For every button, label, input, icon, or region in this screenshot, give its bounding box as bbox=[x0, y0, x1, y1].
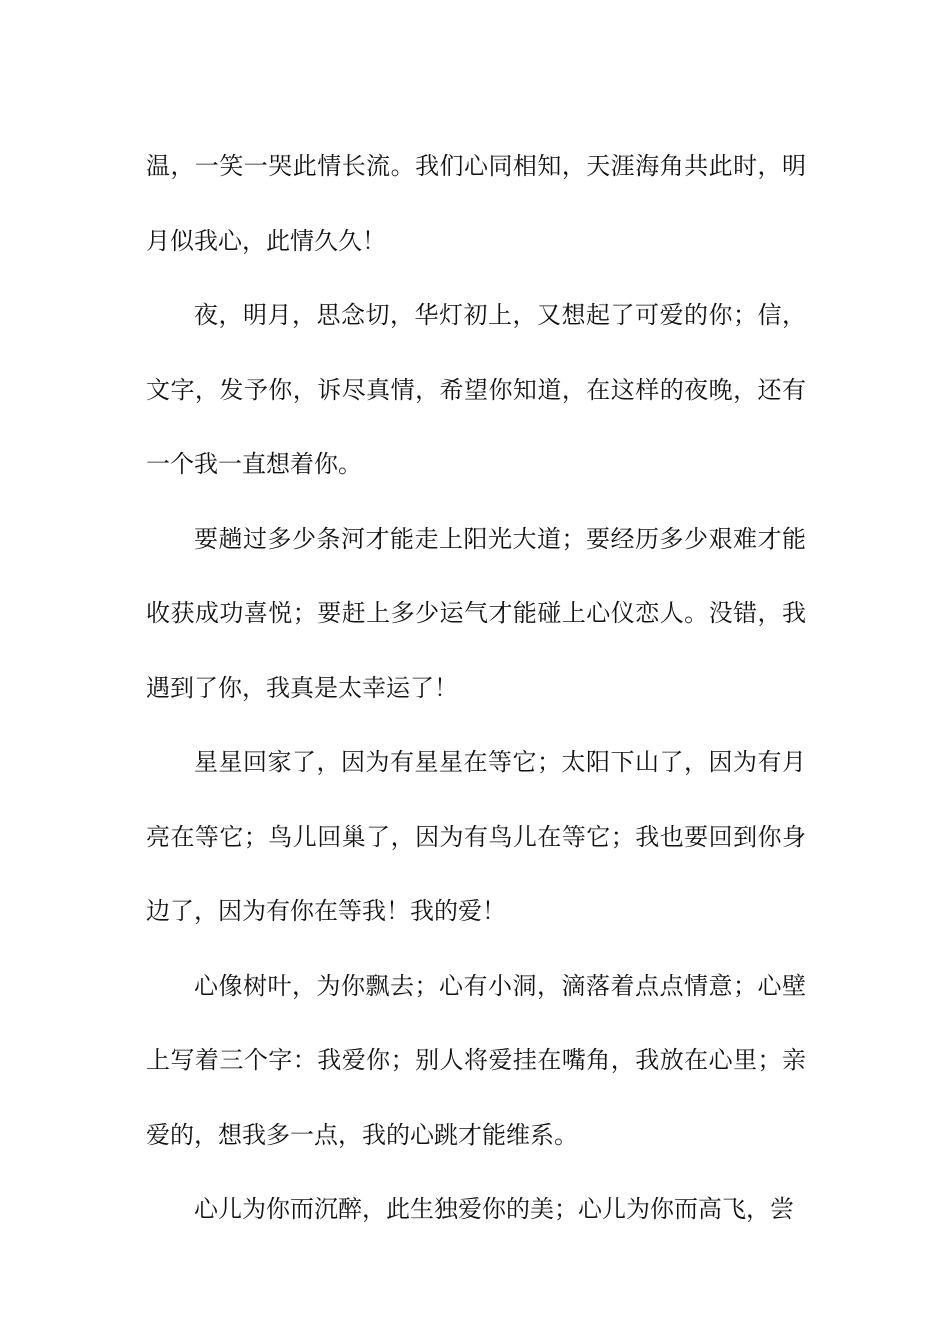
paragraph-1: 温，一笑一哭此情长流。我们心同相知，天涯海角共此时，明月似我心，此情久久！ bbox=[146, 152, 806, 255]
paragraph-6: 心儿为你而沉醉，此生独爱你的美；心儿为你而高飞，尝 bbox=[194, 1195, 794, 1223]
paragraph-4: 星星回家了，因为有星星在等它；太阳下山了，因为有月亮在等它；鸟儿回巢了，因为有鸟儿在等它；我也要回到你身边了，因为有你在等我！我的爱！ bbox=[146, 748, 806, 925]
document-body bbox=[146, 129, 806, 1247]
paragraph-2: 夜，明月，思念切，华灯初上，又想起了可爱的你；信，文字，发予你，诉尽真情，希望你知道，在这样的夜晚，还有一个我一直想着你。 bbox=[146, 301, 806, 478]
paragraph-3: 要趟过多少条河才能走上阳光大道；要经历多少艰难才能收获成功喜悦；要赶上多少运气才能碰上心仪恋人。没错，我遇到了你，我真是太幸运了！ bbox=[146, 524, 806, 702]
paragraph-5: 心像树叶，为你飘去；心有小洞，滴落着点点情意；心壁上写着三个字：我爱你；别人将爱挂在嘴角，我放在心里；亲爱的，想我多一点，我的心跳才能维系。 bbox=[146, 971, 806, 1149]
